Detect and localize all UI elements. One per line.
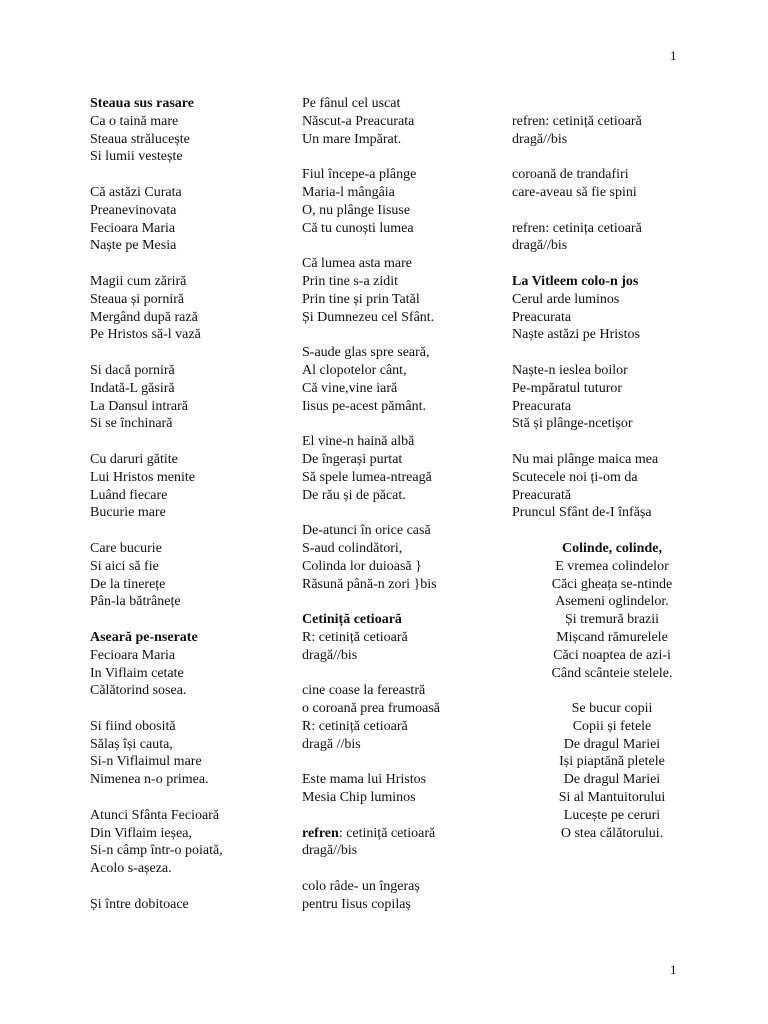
lyric-line: Naște-n ieslea boilor: [512, 362, 628, 378]
lyric-line: dragă//bis: [302, 647, 358, 663]
lyric-line: Că vine,vine iară: [302, 380, 398, 396]
lyric-line: Si fiind obosită: [90, 718, 176, 734]
lyric-line: Și Dumnezeu cel Sfânt.: [302, 309, 435, 325]
lyric-line: o coroană prea frumoasă: [302, 701, 440, 717]
lyric-line: Mișcand rămurelele: [556, 629, 668, 645]
lyric-line: refren: cetinița cetioară: [512, 220, 642, 236]
lyric-line: Acolo s-așeza.: [90, 861, 172, 877]
stanza-gap: [90, 255, 320, 273]
lyric-line: Naște astăzi pe Hristos: [512, 327, 640, 343]
lyric-line: Sălaș își cauta,: [90, 736, 173, 752]
stanza-gap: [90, 700, 320, 718]
lyric-line: refren: cetiniță cetioară: [512, 113, 642, 129]
lyric-line: Preacurata: [512, 309, 572, 325]
song-title: Colinde, colinde,: [562, 540, 662, 556]
song-title: Steaua sus rasare: [90, 96, 194, 111]
lyric-line: dragă//bis: [302, 843, 358, 859]
lyric-line: Si se închinară: [90, 416, 173, 432]
lyric-line: Nimenea n-o primea.: [90, 772, 209, 788]
lyric-line: Cu daruri gătite: [90, 451, 178, 467]
lyric-line: Cerul arde luminos: [512, 291, 620, 307]
lyric-line: Născut-a Preacurata: [302, 113, 415, 129]
stanza-gap: [512, 522, 742, 540]
lyric-line: dragă//bis: [512, 131, 568, 147]
lyric-line: Atunci Sfânta Fecioară: [90, 807, 220, 823]
lyric-line: Si lumii vestește: [90, 149, 183, 165]
lyric-line: Și între dobitoace: [90, 896, 189, 912]
lyric-line: colo râde- un îngeraș: [302, 879, 420, 895]
lyric-line: Magii cum zăriră: [90, 273, 187, 289]
lyric-line: Când scânteie stelele.: [551, 665, 673, 681]
lyric-line: Căci noaptea de azi-i: [553, 647, 671, 663]
lyric-line: Prin tine și prin Tatăl: [302, 291, 420, 307]
lyric-line: La Dansul intrară: [90, 398, 188, 414]
lyric-line: Al clopotelor cânt,: [302, 362, 407, 378]
lyric-line: Că lumea asta mare: [302, 256, 413, 272]
lyric-line: Naște pe Mesia: [90, 238, 177, 254]
stanza-gap: [512, 344, 742, 362]
stanza-gap: [512, 255, 742, 273]
lyric-line: cine coase la fereastră: [302, 683, 426, 699]
lyric-line: Răsună până-n zori }bis: [302, 576, 437, 592]
stanza-gap: [512, 682, 712, 700]
stanza-gap: [512, 95, 742, 113]
stanza-gap: [302, 237, 532, 255]
stanza-gap: [302, 326, 532, 344]
lyric-line: S-aude glas spre seară,: [302, 345, 430, 361]
lyric-line: R: cetiniță cetioară: [302, 718, 408, 734]
lyric-line: Steaua strălucește: [90, 131, 190, 147]
lyric-line: De îngerași purtat: [302, 451, 403, 467]
lyric-line: R: cetiniță cetioară: [302, 629, 408, 645]
lyric-line: Mesia Chip luminos: [302, 790, 416, 806]
stanza-gap: [302, 148, 532, 166]
lyric-line: Prin tine s-a zidit: [302, 273, 399, 289]
lyric-line: refren: cetiniță cetioară: [302, 825, 436, 841]
lyric-line: Iisus pe-acest pământ.: [302, 398, 427, 414]
page-number-bottom: 1: [670, 962, 677, 977]
stanza-gap: [302, 665, 532, 683]
lyric-line: Se bucur copii: [571, 701, 653, 717]
stanza-gap: [302, 504, 532, 522]
lyric-line: Preacurata: [512, 398, 572, 414]
lyric-line: Pe fânul cel uscat: [302, 96, 401, 111]
lyric-line: Scutecele noi ți-om da: [512, 469, 638, 485]
stanza-gap: [302, 415, 532, 433]
lyric-line: De-atunci în orice casă: [302, 523, 431, 539]
lyric-line: Mergând după rază: [90, 309, 198, 325]
lyric-line: Bucurie mare: [90, 505, 166, 521]
lyric-line: coroană de trandafiri: [512, 167, 629, 183]
lyric-line: Din Viflaim ieșea,: [90, 825, 192, 841]
lyric-line: O stea călătorului.: [560, 825, 664, 841]
stanza-gap: [512, 433, 742, 451]
lyric-line: Pân-la bătrânețe: [90, 594, 181, 610]
stanza-gap: [302, 860, 532, 878]
lyric-line: Ca o taină mare: [90, 113, 179, 129]
song-title: Aseară pe-nserate: [90, 629, 198, 645]
lyric-line: Fecioara Maria: [90, 647, 176, 663]
lyric-line: Fiul începe-a plânge: [302, 167, 417, 183]
lyric-line: Că tu cunoști lumea: [302, 220, 414, 236]
lyric-line: Fecioara Maria: [90, 220, 176, 236]
lyric-line: care-aveau să fie spini: [512, 184, 637, 200]
lyric-line: S-aud colindători,: [302, 540, 403, 556]
lyric-line: Stă și plânge-ncetișor: [512, 416, 633, 432]
lyric-line: Iși piaptănă pletele: [559, 754, 665, 770]
lyric-line: Copii și fetele: [572, 718, 652, 734]
lyric-line: Preacurată: [512, 487, 572, 503]
lyric-line: El vine-n haină albă: [302, 434, 415, 450]
lyric-line: Steaua și porniră: [90, 291, 185, 307]
lyric-line: Si al Mantuitorului: [558, 790, 666, 806]
lyric-line: Că astăzi Curata: [90, 184, 182, 200]
lyric-line: Nu mai plânge maica mea: [512, 451, 659, 467]
lyric-line: Este mama lui Hristos: [302, 772, 427, 788]
lyric-line: Maria-l mângâia: [302, 184, 395, 200]
lyric-line: De la tinerețe: [90, 576, 166, 592]
column-3: [512, 95, 742, 842]
lyric-line: Pe-mpăratul tuturor: [512, 380, 623, 396]
lyric-line: Si aici să fie: [90, 558, 159, 574]
stanza-gap: [90, 789, 320, 807]
stanza-gap: [90, 344, 320, 362]
lyric-line: De rău și de păcat.: [302, 487, 406, 503]
lyric-line: Preanevinovata: [90, 202, 177, 218]
column-2: [302, 95, 532, 914]
stanza-gap: [302, 807, 532, 825]
lyric-line: Lui Hristos menite: [90, 469, 195, 485]
column-1: [90, 95, 320, 914]
lyric-line: O, nu plânge Iisuse: [302, 202, 411, 218]
lyric-line: Și tremură brazii: [564, 612, 660, 628]
lyric-line: Si dacă porniră: [90, 362, 175, 378]
lyric-line: Să spele lumea-ntreagă: [302, 469, 432, 485]
lyric-line: Colinda lor duioasă }: [302, 558, 422, 574]
lyric-line: E vremea colindelor: [555, 558, 669, 574]
lyric-line: Si-n Viflaimul mare: [90, 754, 202, 770]
stanza-gap: [512, 148, 742, 166]
song-title: Cetiniță cetioară: [302, 612, 402, 628]
lyric-line: Asemeni oglindelor.: [555, 594, 669, 610]
lyric-line: dragă//bis: [512, 238, 568, 254]
stanza-gap: [90, 522, 320, 540]
stanza-gap: [302, 753, 532, 771]
lyric-line: De dragul Mariei: [563, 736, 661, 752]
lyric-line: De dragul Mariei: [563, 772, 661, 788]
stanza-gap: [90, 166, 320, 184]
lyric-line: Căci gheața se-ntinde: [551, 576, 673, 592]
lyric-line: Si-n câmp într-o poiată,: [90, 843, 223, 859]
stanza-gap: [90, 433, 320, 451]
stanza-gap: [302, 593, 532, 611]
stanza-gap: [90, 878, 320, 896]
song-title: La Vitleem colo-n jos: [512, 273, 639, 289]
stanza-gap: [512, 202, 742, 220]
lyric-line: Indată-L găsiră: [90, 380, 175, 396]
lyric-line: In Viflaim cetate: [90, 665, 184, 681]
lyric-line: Luând fiecare: [90, 487, 168, 503]
page-number-top: 1: [670, 48, 677, 63]
lyric-line: dragă //bis: [302, 736, 361, 752]
lyric-line: Un mare Impărat.: [302, 131, 402, 147]
lyric-line: Care bucurie: [90, 540, 162, 556]
stanza-gap: [90, 611, 320, 629]
lyric-line: Pe Hristos să-l vază: [90, 327, 201, 343]
lyric-line: Pruncul Sfânt de-I înfășa: [512, 505, 652, 521]
lyric-line: Călătorind sosea.: [90, 683, 187, 699]
lyric-line: Lucește pe ceruri: [563, 807, 661, 823]
lyric-line: pentru Iisus copilaș: [302, 896, 411, 912]
